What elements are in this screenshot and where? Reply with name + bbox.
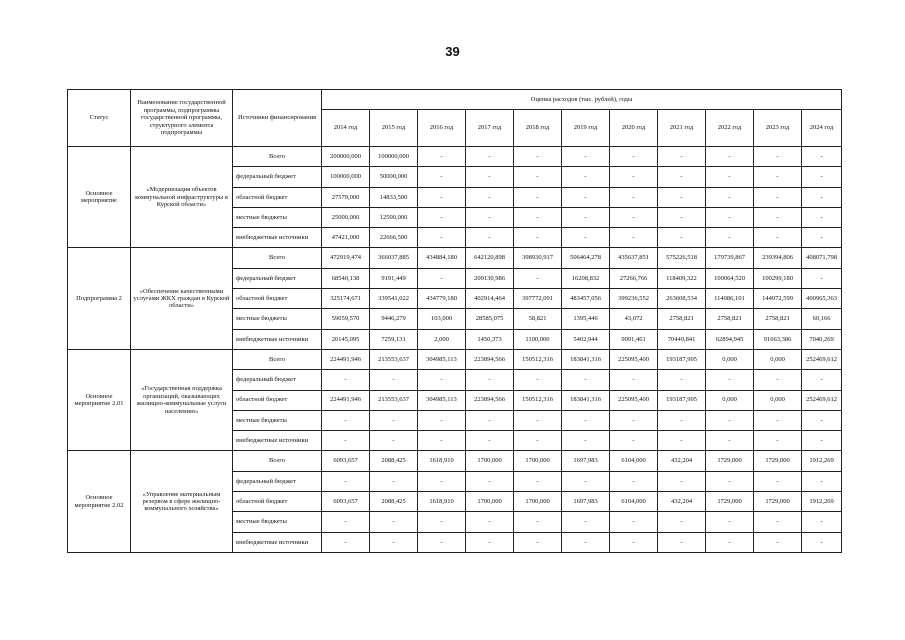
value-cell: 252469,612	[802, 349, 842, 369]
value-cell: -	[514, 268, 562, 288]
value-cell: 1618,910	[418, 451, 466, 471]
row-status: Основное мероприятие	[68, 147, 131, 248]
funding-source: местные бюджеты	[233, 309, 322, 329]
value-cell: 397772,091	[514, 289, 562, 309]
value-cell: 252469,612	[802, 390, 842, 410]
value-cell: 224491,946	[322, 349, 370, 369]
value-cell: -	[706, 512, 754, 532]
value-cell: 432,204	[658, 451, 706, 471]
budget-table	[67, 89, 842, 553]
value-cell: 100299,180	[754, 268, 802, 288]
row-status: Подпрограмма 2	[68, 248, 131, 349]
value-cell: 1700,000	[466, 492, 514, 512]
value-cell: -	[610, 471, 658, 491]
value-cell: 70449,841	[658, 329, 706, 349]
value-cell: -	[418, 268, 466, 288]
funding-source: областной бюджет	[233, 492, 322, 512]
value-cell: 1912,269	[802, 451, 842, 471]
value-cell: 225095,400	[610, 349, 658, 369]
value-cell: -	[514, 471, 562, 491]
value-cell: -	[706, 167, 754, 187]
value-cell: 575226,518	[658, 248, 706, 268]
value-cell: -	[610, 532, 658, 552]
value-cell: -	[658, 431, 706, 451]
value-cell: -	[802, 471, 842, 491]
value-cell: 58,821	[514, 309, 562, 329]
value-cell: 6104,000	[610, 492, 658, 512]
value-cell: -	[754, 228, 802, 248]
value-cell: 213553,637	[370, 390, 418, 410]
value-cell: -	[418, 207, 466, 227]
value-cell: 2758,821	[754, 309, 802, 329]
value-cell: -	[370, 431, 418, 451]
value-cell: -	[658, 532, 706, 552]
value-cell: -	[706, 147, 754, 167]
value-cell: 263608,534	[658, 289, 706, 309]
value-cell: -	[658, 187, 706, 207]
header-year: 2015 год	[370, 110, 418, 147]
funding-source: Всего	[233, 451, 322, 471]
value-cell: -	[706, 471, 754, 491]
value-cell: -	[418, 471, 466, 491]
value-cell: -	[514, 207, 562, 227]
value-cell: -	[322, 532, 370, 552]
value-cell: 1697,983	[562, 492, 610, 512]
value-cell: 2088,425	[370, 451, 418, 471]
value-cell: -	[802, 431, 842, 451]
value-cell: 103,000	[418, 309, 466, 329]
value-cell: 7040,269	[802, 329, 842, 349]
value-cell: 9091,461	[610, 329, 658, 349]
value-cell: -	[514, 532, 562, 552]
value-cell: 304985,113	[418, 349, 466, 369]
value-cell: -	[418, 431, 466, 451]
value-cell: 366037,885	[370, 248, 418, 268]
value-cell: 62894,945	[706, 329, 754, 349]
funding-source: внебюджетные источники	[233, 532, 322, 552]
value-cell: -	[610, 167, 658, 187]
value-cell: -	[706, 532, 754, 552]
value-cell: 2758,821	[658, 309, 706, 329]
table-row	[68, 248, 842, 268]
value-cell: 100000,000	[322, 167, 370, 187]
value-cell: 193187,995	[658, 349, 706, 369]
value-cell: 100064,520	[706, 268, 754, 288]
value-cell: 91663,386	[754, 329, 802, 349]
value-cell: 2088,425	[370, 492, 418, 512]
value-cell: -	[562, 370, 610, 390]
value-cell: 14833,500	[370, 187, 418, 207]
value-cell: -	[706, 187, 754, 207]
value-cell: -	[754, 370, 802, 390]
value-cell: -	[658, 410, 706, 430]
value-cell: -	[466, 410, 514, 430]
row-program-name: «Государственная поддержка организаций, оказывающих жилищно-коммунальные услуги населению»	[131, 349, 233, 450]
value-cell: -	[754, 410, 802, 430]
value-cell: 408071,798	[802, 248, 842, 268]
value-cell: 223894,566	[466, 390, 514, 410]
funding-source: внебюджетные источники	[233, 228, 322, 248]
value-cell: 2758,821	[706, 309, 754, 329]
value-cell: -	[322, 370, 370, 390]
funding-source: федеральный бюджет	[233, 268, 322, 288]
value-cell: 22666,500	[370, 228, 418, 248]
table-row	[68, 349, 842, 369]
value-cell: -	[754, 512, 802, 532]
value-cell: -	[562, 147, 610, 167]
table-row	[68, 451, 842, 471]
funding-source: местные бюджеты	[233, 410, 322, 430]
value-cell: 400965,363	[802, 289, 842, 309]
value-cell: -	[802, 370, 842, 390]
value-cell: -	[610, 187, 658, 207]
value-cell: 28585,075	[466, 309, 514, 329]
value-cell: 642120,898	[466, 248, 514, 268]
row-status: Основное мероприятие 2.01	[68, 349, 131, 450]
header-program-name: Наименование государственной программы, подпрограммы государственной программы, структурного элемента подпрограммы	[131, 90, 233, 147]
value-cell: -	[514, 512, 562, 532]
header-year: 2018 год	[514, 110, 562, 147]
value-cell: -	[754, 167, 802, 187]
value-cell: 200000,000	[322, 147, 370, 167]
value-cell: 223894,566	[466, 349, 514, 369]
value-cell: -	[610, 207, 658, 227]
header-year: 2023 год	[754, 110, 802, 147]
value-cell: -	[418, 532, 466, 552]
value-cell: 1729,000	[754, 451, 802, 471]
row-status: Основное мероприятие 2.02	[68, 451, 131, 553]
value-cell: -	[370, 471, 418, 491]
value-cell: -	[466, 207, 514, 227]
value-cell: -	[802, 187, 842, 207]
funding-source: Всего	[233, 248, 322, 268]
value-cell: 179739,867	[706, 248, 754, 268]
value-cell: -	[514, 187, 562, 207]
value-cell: -	[754, 431, 802, 451]
value-cell: -	[754, 147, 802, 167]
value-cell: -	[562, 187, 610, 207]
funding-source: областной бюджет	[233, 390, 322, 410]
header-year: 2017 год	[466, 110, 514, 147]
value-cell: -	[418, 370, 466, 390]
value-cell: 9446,279	[370, 309, 418, 329]
value-cell: -	[370, 370, 418, 390]
value-cell: -	[322, 512, 370, 532]
value-cell: -	[562, 207, 610, 227]
value-cell: 1450,373	[466, 329, 514, 349]
header-funding-sources: Источники финансирования	[233, 90, 322, 147]
funding-source: областной бюджет	[233, 289, 322, 309]
value-cell: -	[466, 147, 514, 167]
value-cell: 472919,474	[322, 248, 370, 268]
value-cell: 434884,180	[418, 248, 466, 268]
header-year: 2021 год	[658, 110, 706, 147]
value-cell: -	[418, 410, 466, 430]
value-cell: -	[466, 431, 514, 451]
value-cell: -	[466, 532, 514, 552]
value-cell: -	[418, 512, 466, 532]
table-row	[68, 147, 842, 167]
funding-source: Всего	[233, 147, 322, 167]
header-year: 2019 год	[562, 110, 610, 147]
value-cell: -	[658, 207, 706, 227]
value-cell: -	[514, 431, 562, 451]
value-cell: -	[658, 167, 706, 187]
value-cell: 432,204	[658, 492, 706, 512]
value-cell: -	[706, 228, 754, 248]
value-cell: 144972,599	[754, 289, 802, 309]
value-cell: 183841,316	[562, 349, 610, 369]
value-cell: -	[754, 187, 802, 207]
value-cell: -	[610, 228, 658, 248]
value-cell: 7259,131	[370, 329, 418, 349]
value-cell: 5402,944	[562, 329, 610, 349]
header-year: 2016 год	[418, 110, 466, 147]
value-cell: -	[706, 370, 754, 390]
value-cell: -	[370, 410, 418, 430]
value-cell: -	[466, 187, 514, 207]
value-cell: 325174,671	[322, 289, 370, 309]
value-cell: 193187,995	[658, 390, 706, 410]
row-program-name: «Обеспечение качественными услугами ЖКХ граждан в Курской области»	[131, 248, 233, 349]
value-cell: 1700,000	[514, 451, 562, 471]
value-cell: 59059,570	[322, 309, 370, 329]
value-cell: -	[754, 207, 802, 227]
value-cell: -	[562, 228, 610, 248]
value-cell: 1729,000	[754, 492, 802, 512]
value-cell: -	[418, 147, 466, 167]
value-cell: -	[466, 228, 514, 248]
value-cell: -	[466, 512, 514, 532]
value-cell: 25000,000	[322, 207, 370, 227]
value-cell: 183841,316	[562, 390, 610, 410]
value-cell: -	[706, 207, 754, 227]
value-cell: 1729,000	[706, 492, 754, 512]
value-cell: 60,166	[802, 309, 842, 329]
value-cell: 304985,113	[418, 390, 466, 410]
value-cell: 209130,986	[466, 268, 514, 288]
value-cell: 114086,101	[706, 289, 754, 309]
value-cell: 118409,322	[658, 268, 706, 288]
value-cell: 16208,832	[562, 268, 610, 288]
value-cell: -	[658, 471, 706, 491]
funding-source: Всего	[233, 349, 322, 369]
value-cell: -	[706, 410, 754, 430]
value-cell: -	[418, 167, 466, 187]
value-cell: 225095,400	[610, 390, 658, 410]
value-cell: 399236,552	[610, 289, 658, 309]
value-cell: -	[658, 228, 706, 248]
value-cell: 12500,000	[370, 207, 418, 227]
value-cell: -	[466, 471, 514, 491]
value-cell: 9191,449	[370, 268, 418, 288]
value-cell: -	[610, 431, 658, 451]
value-cell: -	[562, 471, 610, 491]
value-cell: -	[802, 228, 842, 248]
value-cell: -	[706, 431, 754, 451]
value-cell: -	[514, 228, 562, 248]
value-cell: 402914,464	[466, 289, 514, 309]
value-cell: -	[466, 370, 514, 390]
value-cell: 435637,851	[610, 248, 658, 268]
value-cell: 2,000	[418, 329, 466, 349]
funding-source: федеральный бюджет	[233, 370, 322, 390]
value-cell: 1697,983	[562, 451, 610, 471]
value-cell: -	[802, 167, 842, 187]
value-cell: 0,000	[706, 349, 754, 369]
row-program-name: «Управление материальным резервом в сфере жилищно-коммунального хозяйства»	[131, 451, 233, 553]
header-status: Статус	[68, 90, 131, 147]
value-cell: 1618,910	[418, 492, 466, 512]
value-cell: -	[658, 147, 706, 167]
value-cell: 68540,138	[322, 268, 370, 288]
value-cell: -	[322, 431, 370, 451]
funding-source: федеральный бюджет	[233, 471, 322, 491]
value-cell: -	[370, 512, 418, 532]
value-cell: 27266,766	[610, 268, 658, 288]
value-cell: 434779,180	[418, 289, 466, 309]
value-cell: 339541,022	[370, 289, 418, 309]
value-cell: -	[322, 410, 370, 430]
funding-source: внебюджетные источники	[233, 431, 322, 451]
value-cell: 6093,657	[322, 492, 370, 512]
value-cell: -	[802, 532, 842, 552]
value-cell: -	[802, 268, 842, 288]
value-cell: 1729,000	[706, 451, 754, 471]
value-cell: -	[562, 410, 610, 430]
value-cell: -	[514, 167, 562, 187]
value-cell: 0,000	[754, 349, 802, 369]
value-cell: -	[418, 187, 466, 207]
table-body	[68, 147, 842, 553]
value-cell: 213553,637	[370, 349, 418, 369]
funding-source: местные бюджеты	[233, 207, 322, 227]
value-cell: 6104,000	[610, 451, 658, 471]
value-cell: 1395,446	[562, 309, 610, 329]
header-year: 2014 год	[322, 110, 370, 147]
value-cell: 1700,000	[466, 451, 514, 471]
value-cell: 506464,278	[562, 248, 610, 268]
funding-source: внебюджетные источники	[233, 329, 322, 349]
value-cell: 1100,000	[514, 329, 562, 349]
value-cell: -	[562, 532, 610, 552]
value-cell: -	[514, 147, 562, 167]
value-cell: 27579,000	[322, 187, 370, 207]
value-cell: 43,072	[610, 309, 658, 329]
value-cell: -	[610, 370, 658, 390]
row-program-name: «Модернизация объектов коммунальной инфраструктуры в Курской области»	[131, 147, 233, 248]
header-estimate: Оценка расходов (тыс. рублей), годы	[322, 90, 842, 110]
value-cell: 398930,917	[514, 248, 562, 268]
value-cell: 150512,316	[514, 349, 562, 369]
value-cell: -	[466, 167, 514, 187]
value-cell: 50000,000	[370, 167, 418, 187]
value-cell: -	[322, 471, 370, 491]
value-cell: -	[802, 410, 842, 430]
value-cell: 1700,000	[514, 492, 562, 512]
value-cell: -	[610, 147, 658, 167]
value-cell: 47421,000	[322, 228, 370, 248]
value-cell: -	[514, 410, 562, 430]
funding-source: местные бюджеты	[233, 512, 322, 532]
value-cell: -	[802, 207, 842, 227]
value-cell: -	[658, 512, 706, 532]
value-cell: 1912,269	[802, 492, 842, 512]
value-cell: -	[658, 370, 706, 390]
header-year: 2020 год	[610, 110, 658, 147]
value-cell: -	[610, 512, 658, 532]
value-cell: 224491,946	[322, 390, 370, 410]
value-cell: -	[562, 431, 610, 451]
value-cell: 100000,000	[370, 147, 418, 167]
value-cell: 150512,316	[514, 390, 562, 410]
value-cell: -	[418, 228, 466, 248]
value-cell: -	[370, 532, 418, 552]
funding-source: областной бюджет	[233, 187, 322, 207]
value-cell: -	[514, 370, 562, 390]
value-cell: -	[562, 167, 610, 187]
value-cell: -	[610, 410, 658, 430]
value-cell: 483457,056	[562, 289, 610, 309]
value-cell: 6093,657	[322, 451, 370, 471]
value-cell: -	[802, 512, 842, 532]
page-number: 39	[445, 44, 460, 59]
value-cell: -	[754, 532, 802, 552]
value-cell: 0,000	[754, 390, 802, 410]
value-cell: -	[802, 147, 842, 167]
funding-source: федеральный бюджет	[233, 167, 322, 187]
value-cell: 239394,806	[754, 248, 802, 268]
header-year: 2022 год	[706, 110, 754, 147]
value-cell: 20145,095	[322, 329, 370, 349]
value-cell: -	[562, 512, 610, 532]
header-year: 2024 год	[802, 110, 842, 147]
value-cell: 0,000	[706, 390, 754, 410]
value-cell: -	[754, 471, 802, 491]
